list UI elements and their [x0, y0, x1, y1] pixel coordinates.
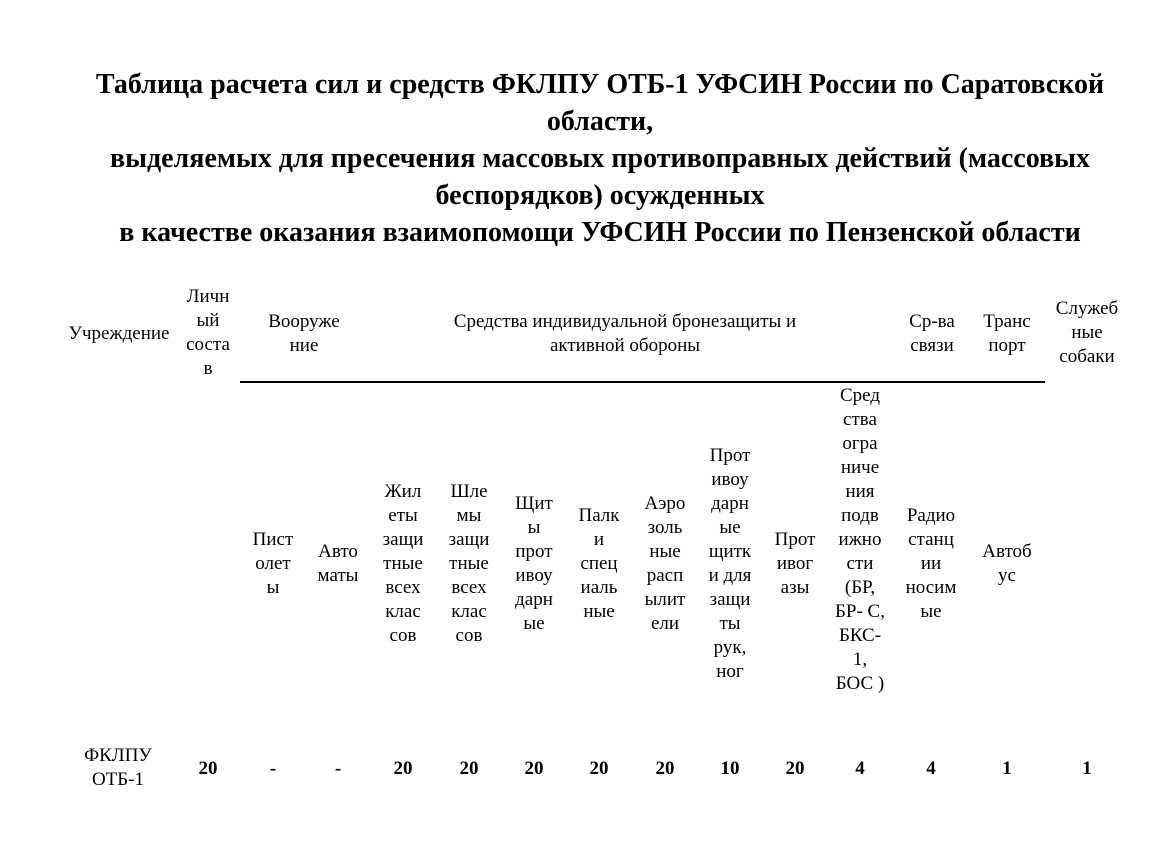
row-institution: ФКЛПУ ОТБ-1 — [84, 745, 152, 790]
value-aerosols: 20 — [655, 758, 675, 779]
subheader-vests: Жил еты защи тные всех клас сов — [382, 481, 424, 646]
header-personnel: Личн ый соста в — [186, 286, 230, 379]
header-weapons: Вооруже ние — [268, 311, 340, 356]
value-rifles: - — [334, 758, 342, 779]
subheader-batons: Палк и спец иаль ные — [578, 505, 620, 622]
value-batons: 20 — [589, 758, 609, 779]
header-transport: Транс порт — [983, 311, 1031, 356]
value-radios: 4 — [926, 758, 936, 779]
subheader-pistols: Пист олет ы — [252, 529, 294, 598]
value-restraints: 4 — [855, 758, 865, 779]
subheader-rifles: Авто маты — [317, 541, 359, 586]
subheader-limb-guards: Прот ивоу дарн ые щитк и для защи ты рук, ног — [708, 445, 752, 682]
value-bus: 1 — [1002, 758, 1012, 779]
subheader-restraints: Сред ства огра ниче ния подв ижно сти (БР, БР- С, БКС- 1, БОС ) — [835, 385, 885, 694]
value-shields: 20 — [524, 758, 544, 779]
value-helmets: 20 — [459, 758, 479, 779]
value-pistols: - — [269, 758, 277, 779]
title-line: области, — [546, 106, 654, 137]
header-divider — [240, 381, 1045, 383]
subheader-gas-masks: Прот ивог азы — [774, 529, 816, 598]
title-line: выделяемых для пресечения массовых противоправных действий (массовых — [109, 143, 1091, 174]
subheader-radios: Радио станц ии носим ые — [905, 505, 957, 622]
header-comms: Ср-ва связи — [909, 311, 955, 356]
document-title — [20, 66, 1173, 251]
value-limb-guards: 10 — [720, 758, 740, 779]
value-dogs: 1 — [1082, 758, 1092, 779]
header-institution: Учреждение — [68, 323, 170, 344]
subheader-aerosols: Аэро золь ные расп ылит ели — [644, 493, 686, 634]
value-gas-masks: 20 — [785, 758, 805, 779]
subheader-shields: Щит ы прот ивоу дарн ые — [515, 493, 553, 634]
header-dogs: Служеб ные собаки — [1055, 298, 1119, 367]
value-personnel: 20 — [198, 758, 218, 779]
title-line: Таблица расчета сил и средств ФКЛПУ ОТБ-1 УФСИН России по Саратовской — [95, 69, 1105, 100]
subheader-bus: Автоб ус — [982, 541, 1032, 586]
title-line: беспорядков) осужденных — [435, 180, 765, 211]
value-vests: 20 — [393, 758, 413, 779]
title-line: в качестве оказания взаимопомощи УФСИН России по Пензенской области — [119, 217, 1081, 248]
subheader-helmets: Шле мы защи тные всех клас сов — [448, 481, 490, 646]
header-protection: Средства индивидуальной бронезащиты и активной обороны — [453, 311, 797, 356]
